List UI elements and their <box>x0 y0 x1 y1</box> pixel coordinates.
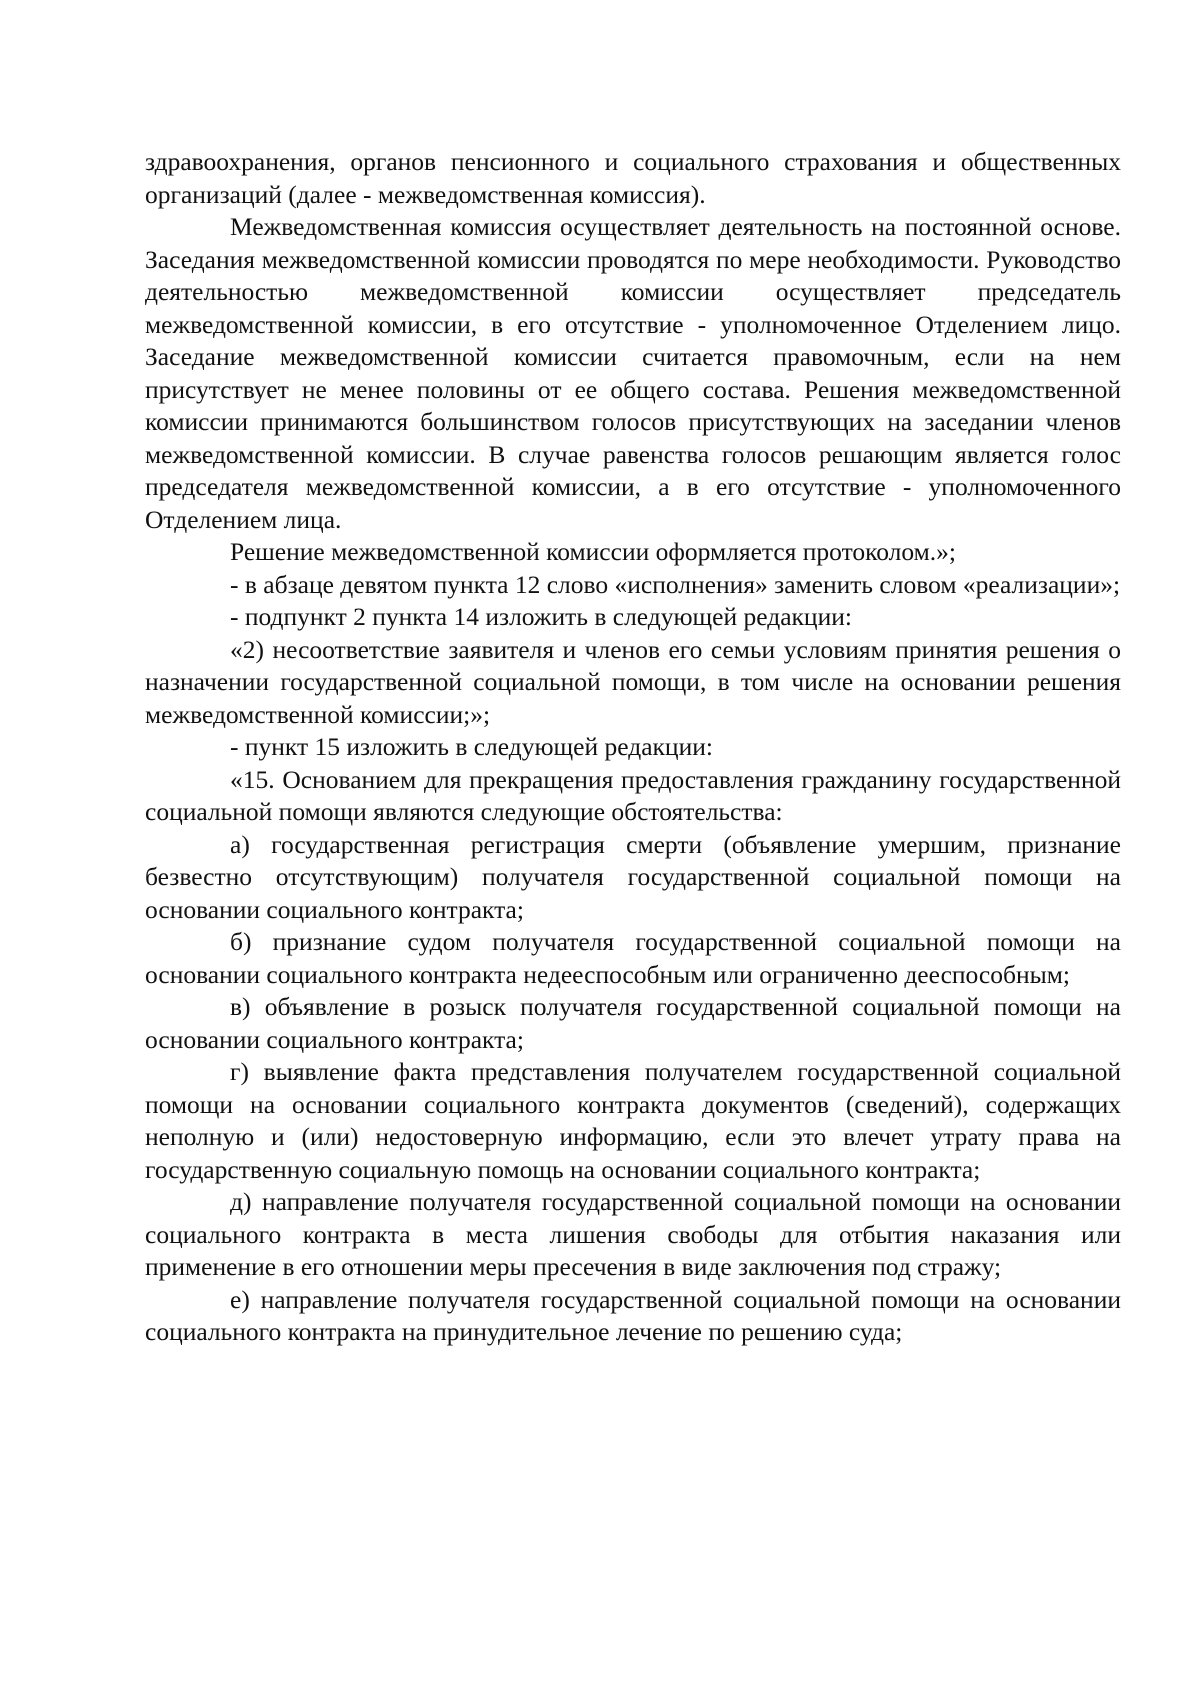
paragraph-amendment-item-12: - в абзаце девятом пункта 12 слово «исполнения» заменить словом «реализации»; <box>230 569 1121 599</box>
paragraph-amendment-item-15: - пункт 15 изложить в следующей редакции: <box>230 732 713 761</box>
paragraph-item-15-intro: «15. Основанием для прекращения предоставления гражданину государственной социальной помощи являются следующие обстоятельства: <box>145 764 1121 826</box>
list-item-b: б) признание судом получателя государственной социальной помощи на основании социального контракта недееспособным или ограниченно дееспособным; <box>145 927 1121 989</box>
list-item-a: а) государственная регистрация смерти (объявление умершим, признание безвестно отсутствующим) получателя государственной социальной помощи на основании социального контракта; <box>145 829 1121 924</box>
paragraph-commission-procedure: Межведомственная комиссия осуществляет деятельность на постоянной основе. Заседания межведомственной комиссии проводятся по мере необходимости. Руководство деятельностью межведомственной комиссии осуществляет председатель межведомственной комиссии, в его отсутствие - уполномоченное Отделением лицо. Заседание межведомственной комиссии считается правомочным, если на нем присутствует не менее половины от ее общего состава. Решения межведомственной комиссии принимаются большинством голосов присутствующих на заседании членов межведомственной комиссии. В случае равенства голосов решающим является голос председателя межведомственной комиссии, а в его отсутствие - уполномоченного Отделением лица. <box>145 212 1121 534</box>
list-item-e: е) направление получателя государственной социальной помощи на основании социального контракта на принудительное лечение по решению суда; <box>145 1284 1121 1346</box>
list-item-d: д) направление получателя государственной социальной помощи на основании социального контракта в места лишения свободы для отбытия наказания или применение в его отношении меры пресечения в виде заключения под стражу; <box>145 1187 1121 1281</box>
paragraph-amendment-item-14: - подпункт 2 пункта 14 изложить в следующей редакции: <box>230 602 852 631</box>
document-body <box>145 146 1121 1349</box>
paragraph-subitem-2: «2) несоответствие заявителя и членов его семьи условиям принятия решения о назначении государственной социальной помощи, в том числе на основании решения межведомственной комиссии;»; <box>145 634 1121 729</box>
list-item-v: в) объявление в розыск получателя государственной социальной помощи на основании социального контракта; <box>145 992 1121 1054</box>
paragraph-protocol: Решение межведомственной комиссии оформляется протоколом.»; <box>230 537 956 566</box>
list-item-g: г) выявление факта представления получателем государственной социальной помощи на основании социального контракта документов (сведений), содержащих неполную и (или) недостоверную информацию, если это влечет утрату права на государственную социальную помощь на основании социального контракта; <box>145 1057 1121 1184</box>
paragraph-continuation: здравоохранения, органов пенсионного и социального страхования и общественных организаций (далее - межведомственная комиссия). <box>145 147 1121 209</box>
